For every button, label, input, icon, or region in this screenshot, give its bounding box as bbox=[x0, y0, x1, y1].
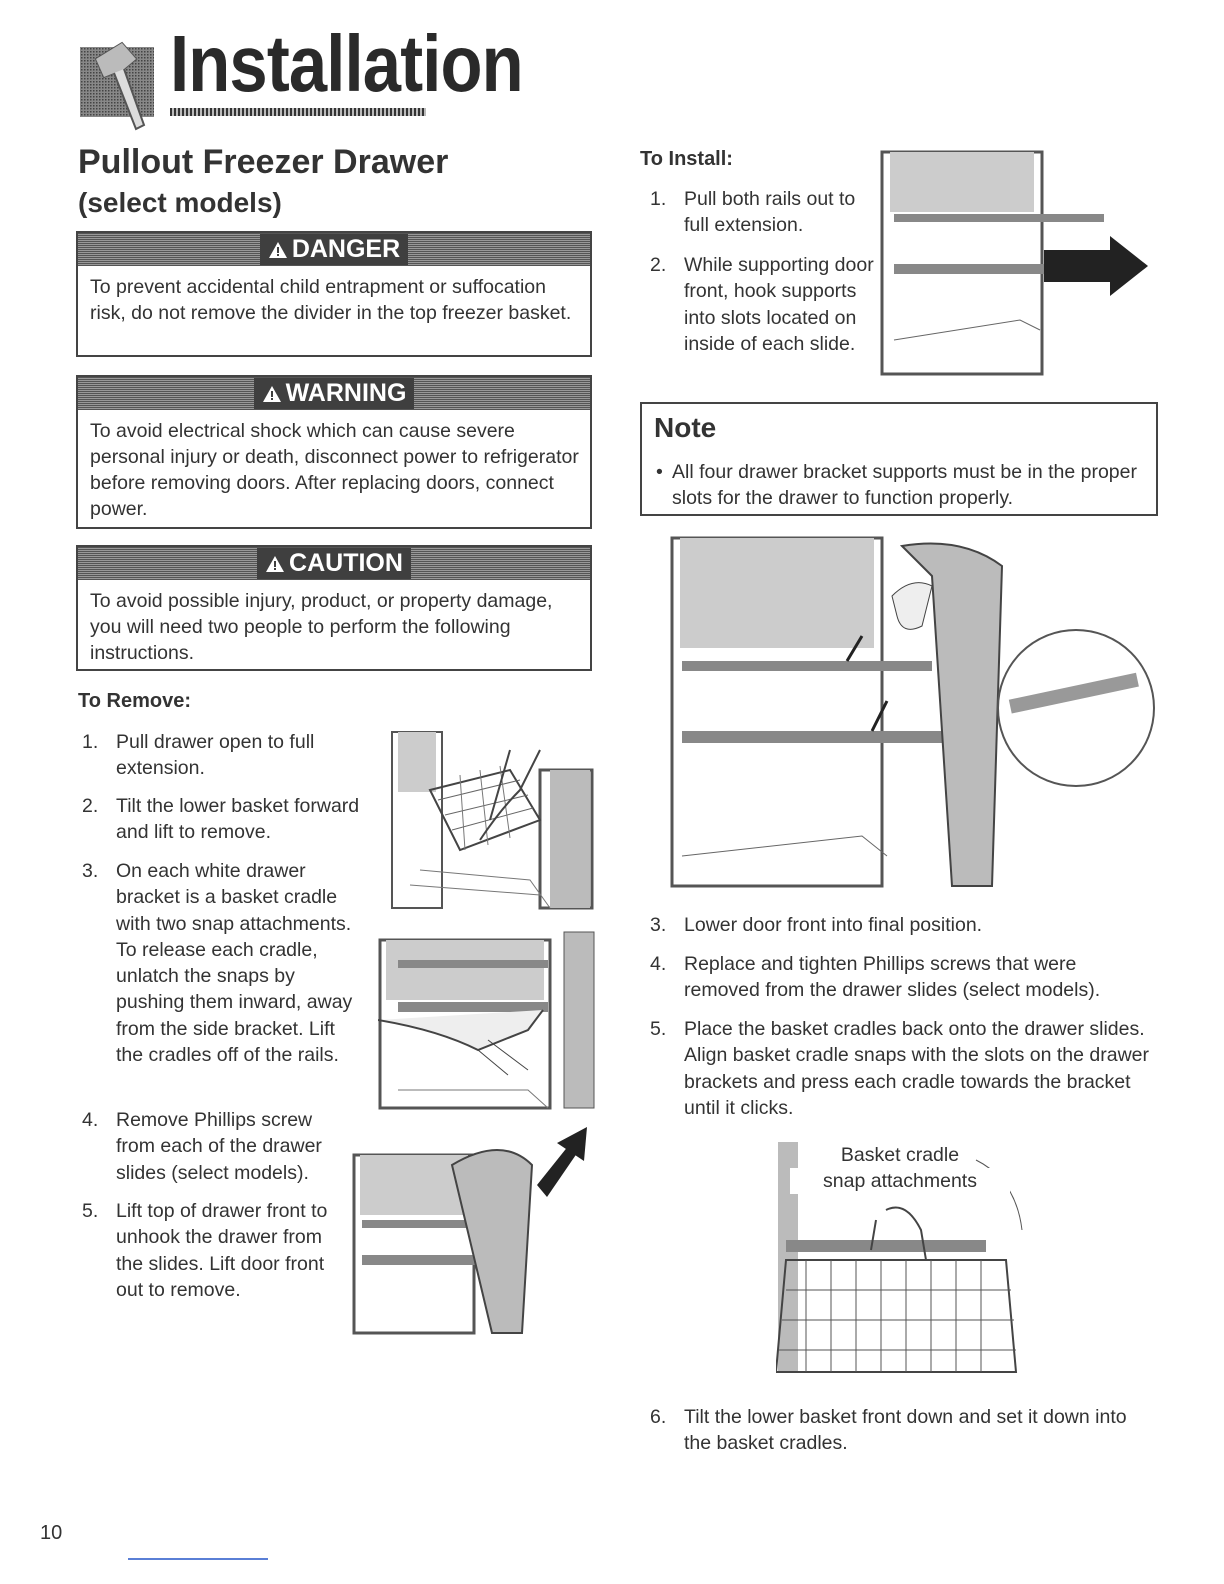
cradle-release-illustration bbox=[378, 930, 596, 1110]
list-item: 1. Pull drawer open to full extension. bbox=[82, 731, 315, 780]
caution-label: CAUTION bbox=[289, 549, 403, 577]
list-item: 3. On each white drawer bracket is a basket cradle with two snap attachments. To release each cradle, unlatch the snaps by pushing them inward, away from the side bracket. Lift the cradles off of the rails. bbox=[82, 860, 353, 1067]
list-item: 6. Tilt the lower basket front down and set it down into the basket cradles. bbox=[650, 1406, 1127, 1455]
list-item: 5. Lift top of drawer front to unhook the drawer from the slides. Lift door front out to remove. bbox=[82, 1200, 328, 1301]
caption-line-2: snap attachments bbox=[790, 1168, 1010, 1194]
list-item: 2. Tilt the lower basket forward and lift to remove. bbox=[82, 795, 360, 844]
danger-text: To prevent accidental child entrapment or suffocation risk, do not remove the divider in the top freezer basket. bbox=[90, 276, 572, 324]
bullet-icon: • bbox=[656, 461, 663, 483]
caption-line-1: Basket cradle bbox=[840, 1144, 960, 1166]
page-number: 10 bbox=[40, 1522, 63, 1544]
caution-box bbox=[76, 545, 592, 671]
rails-extension-illustration bbox=[880, 150, 1150, 376]
warning-label: WARNING bbox=[285, 379, 407, 407]
warning-triangle-icon bbox=[262, 384, 282, 404]
figure-caption bbox=[790, 1142, 1010, 1194]
list-item: 2. While supporting door front, hook supports into slots located on inside of each slide. bbox=[650, 254, 874, 355]
list-item: 4. Replace and tighten Phillips screws that were removed from the drawer slides (select models). bbox=[650, 953, 1101, 1002]
remove-heading: To Remove: bbox=[78, 690, 191, 712]
warning-text: To avoid electrical shock which can cause severe personal injury or death, disconnect power to refrigerator before removing doors. After replacing doors, connect power. bbox=[90, 420, 579, 520]
warning-box bbox=[76, 375, 592, 529]
hammer-icon bbox=[78, 33, 158, 133]
section-title: Pullout Freezer Drawer bbox=[78, 143, 449, 181]
footer-divider bbox=[128, 1558, 268, 1560]
drawer-hooking-illustration bbox=[662, 536, 1156, 888]
warning-triangle-icon bbox=[268, 240, 288, 260]
note-box bbox=[640, 402, 1158, 516]
note-title: Note bbox=[654, 412, 717, 443]
warning-triangle-icon bbox=[265, 554, 285, 574]
page-title: Installation bbox=[170, 19, 523, 108]
basket-removal-illustration bbox=[390, 730, 596, 910]
drawer-front-removal-illustration bbox=[352, 1125, 592, 1335]
install-heading: To Install: bbox=[640, 148, 733, 170]
note-text: All four drawer bracket supports must be in the proper slots for the drawer to function properly. bbox=[672, 461, 1137, 509]
list-item: 4. Remove Phillips screw from each of the drawer slides (select models). bbox=[82, 1109, 322, 1184]
caution-text: To avoid possible injury, product, or property damage, you will need two people to perform the following instructions. bbox=[90, 590, 553, 664]
danger-box bbox=[76, 231, 592, 357]
caution-header bbox=[78, 547, 590, 580]
warning-header bbox=[78, 377, 590, 410]
title-underline bbox=[170, 108, 426, 116]
list-item: 1. Pull both rails out to full extension. bbox=[650, 188, 856, 237]
danger-header bbox=[78, 233, 590, 266]
section-subtitle: (select models) bbox=[78, 187, 282, 218]
danger-label: DANGER bbox=[291, 235, 401, 263]
list-item: 3. Lower door front into final position. bbox=[650, 914, 983, 936]
list-item: 5. Place the basket cradles back onto the drawer slides. Align basket cradle snaps with the slots on the drawer brackets and press each cradle towards the bracket until it clicks. bbox=[650, 1018, 1150, 1119]
